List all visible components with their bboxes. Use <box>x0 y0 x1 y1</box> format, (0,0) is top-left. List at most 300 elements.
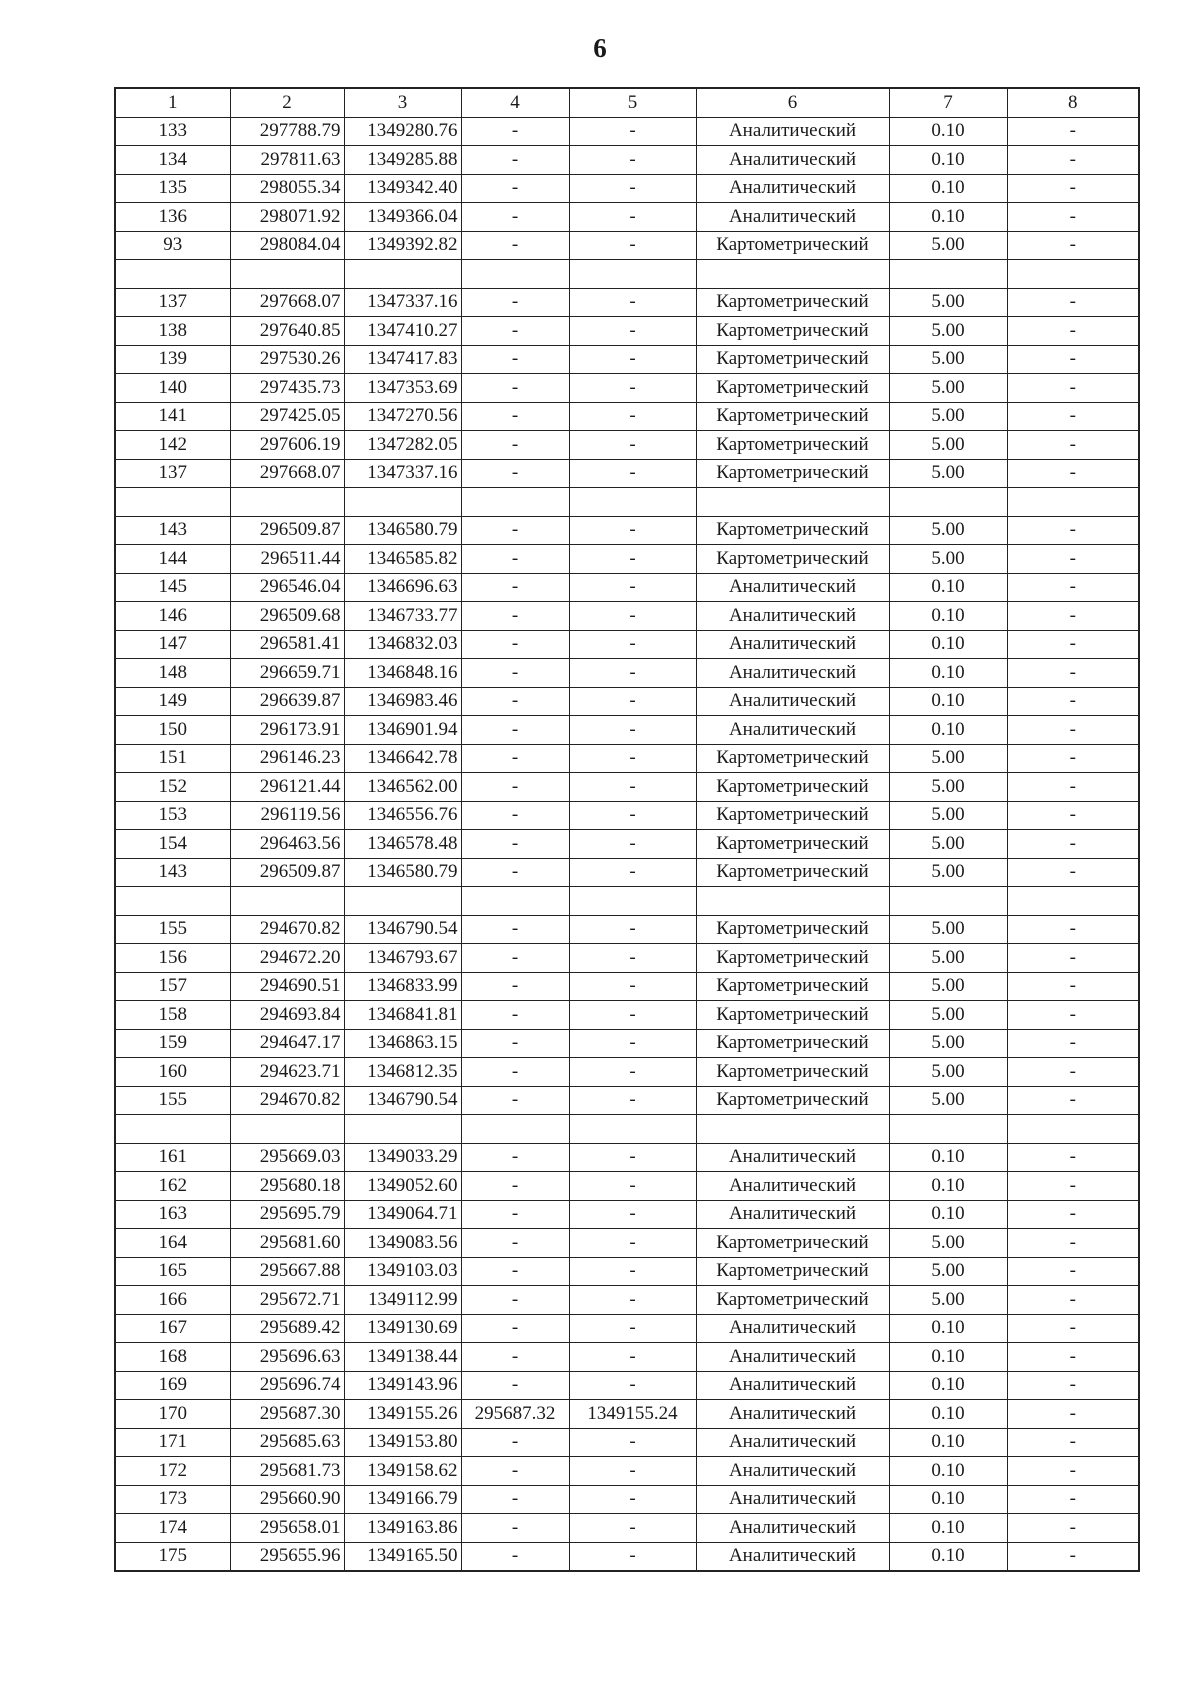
cell-y-coordinate: 1349285.88 <box>344 146 461 175</box>
column-header: 4 <box>461 88 569 117</box>
cell-x-coordinate: 296121.44 <box>230 773 344 802</box>
cell-x-coordinate-new: - <box>461 830 569 859</box>
cell-note <box>1007 260 1139 289</box>
blank-row <box>115 260 1139 289</box>
cell-x-coordinate: 295695.79 <box>230 1200 344 1229</box>
table-row <box>115 345 1139 374</box>
column-header: 6 <box>696 88 889 117</box>
cell-x-coordinate: 295655.96 <box>230 1542 344 1571</box>
cell-point-number: 167 <box>115 1314 230 1343</box>
cell-note: - <box>1007 1229 1139 1258</box>
cell-point-number: 137 <box>115 459 230 488</box>
cell-note: - <box>1007 1172 1139 1201</box>
cell-point-number: 166 <box>115 1286 230 1315</box>
cell-y-coordinate-new: - <box>569 345 696 374</box>
cell-point-number: 162 <box>115 1172 230 1201</box>
table-row <box>115 573 1139 602</box>
cell-method: Аналитический <box>696 1400 889 1429</box>
cell-note <box>1007 887 1139 916</box>
cell-x-coordinate-new: - <box>461 1200 569 1229</box>
cell-note: - <box>1007 1371 1139 1400</box>
blank-row <box>115 887 1139 916</box>
cell-x-coordinate-new: - <box>461 915 569 944</box>
cell-x-coordinate: 295680.18 <box>230 1172 344 1201</box>
cell-accuracy: 0.10 <box>889 1428 1007 1457</box>
cell-accuracy: 0.10 <box>889 1314 1007 1343</box>
cell-point-number: 155 <box>115 915 230 944</box>
table-row <box>115 915 1139 944</box>
cell-y-coordinate-new: - <box>569 630 696 659</box>
cell-x-coordinate-new: - <box>461 1257 569 1286</box>
cell-x-coordinate: 296119.56 <box>230 801 344 830</box>
table-row <box>115 203 1139 232</box>
cell-point-number: 154 <box>115 830 230 859</box>
cell-y-coordinate: 1346983.46 <box>344 687 461 716</box>
cell-method: Картометрический <box>696 288 889 317</box>
cell-method: Аналитический <box>696 1485 889 1514</box>
cell-point-number: 142 <box>115 431 230 460</box>
table-row <box>115 402 1139 431</box>
cell-x-coordinate-new: - <box>461 1514 569 1543</box>
table-row <box>115 1542 1139 1571</box>
cell-note: - <box>1007 203 1139 232</box>
cell-y-coordinate-new: - <box>569 830 696 859</box>
cell-method: Аналитический <box>696 146 889 175</box>
table-row <box>115 858 1139 887</box>
cell-y-coordinate: 1349342.40 <box>344 174 461 203</box>
table-row <box>115 1457 1139 1486</box>
cell-x-coordinate: 294693.84 <box>230 1001 344 1030</box>
cell-note <box>1007 1115 1139 1144</box>
cell-method: Картометрический <box>696 1286 889 1315</box>
cell-accuracy: 0.10 <box>889 203 1007 232</box>
table-row <box>115 687 1139 716</box>
cell-method: Картометрический <box>696 830 889 859</box>
cell-y-coordinate-new: - <box>569 1200 696 1229</box>
cell-y-coordinate <box>344 488 461 517</box>
cell-point-number: 146 <box>115 602 230 631</box>
cell-x-coordinate: 294670.82 <box>230 915 344 944</box>
cell-x-coordinate-new: - <box>461 1371 569 1400</box>
cell-note: - <box>1007 1001 1139 1030</box>
table-row <box>115 317 1139 346</box>
table-row <box>115 1029 1139 1058</box>
cell-y-coordinate-new: - <box>569 1428 696 1457</box>
table-row <box>115 830 1139 859</box>
cell-note: - <box>1007 1143 1139 1172</box>
cell-note: - <box>1007 317 1139 346</box>
cell-accuracy: 5.00 <box>889 744 1007 773</box>
cell-accuracy: 0.10 <box>889 687 1007 716</box>
cell-x-coordinate: 297530.26 <box>230 345 344 374</box>
cell-method: Аналитический <box>696 1143 889 1172</box>
cell-x-coordinate-new: - <box>461 773 569 802</box>
cell-y-coordinate-new: 1349155.24 <box>569 1400 696 1429</box>
cell-note: - <box>1007 830 1139 859</box>
cell-x-coordinate-new: - <box>461 545 569 574</box>
cell-note: - <box>1007 1542 1139 1571</box>
cell-y-coordinate-new: - <box>569 1485 696 1514</box>
cell-accuracy: 0.10 <box>889 716 1007 745</box>
cell-point-number: 144 <box>115 545 230 574</box>
cell-method: Картометрический <box>696 231 889 260</box>
cell-x-coordinate-new: - <box>461 117 569 146</box>
cell-accuracy <box>889 488 1007 517</box>
cell-accuracy: 0.10 <box>889 1400 1007 1429</box>
cell-x-coordinate-new: - <box>461 1143 569 1172</box>
cell-x-coordinate: 295669.03 <box>230 1143 344 1172</box>
cell-x-coordinate-new: - <box>461 858 569 887</box>
cell-y-coordinate-new: - <box>569 1029 696 1058</box>
cell-note: - <box>1007 1514 1139 1543</box>
cell-point-number: 153 <box>115 801 230 830</box>
column-header: 7 <box>889 88 1007 117</box>
cell-method <box>696 488 889 517</box>
cell-y-coordinate: 1346793.67 <box>344 944 461 973</box>
cell-y-coordinate: 1346841.81 <box>344 1001 461 1030</box>
cell-y-coordinate-new: - <box>569 1229 696 1258</box>
table-row <box>115 431 1139 460</box>
cell-y-coordinate-new: - <box>569 1542 696 1571</box>
cell-point-number: 157 <box>115 972 230 1001</box>
cell-x-coordinate: 297668.07 <box>230 459 344 488</box>
cell-point-number: 169 <box>115 1371 230 1400</box>
cell-note: - <box>1007 602 1139 631</box>
cell-method: Аналитический <box>696 602 889 631</box>
cell-accuracy: 5.00 <box>889 1286 1007 1315</box>
cell-note: - <box>1007 716 1139 745</box>
cell-x-coordinate: 294647.17 <box>230 1029 344 1058</box>
cell-method: Картометрический <box>696 317 889 346</box>
cell-x-coordinate: 294670.82 <box>230 1086 344 1115</box>
cell-note: - <box>1007 1200 1139 1229</box>
cell-point-number <box>115 1115 230 1144</box>
cell-y-coordinate-new: - <box>569 1257 696 1286</box>
cell-x-coordinate <box>230 887 344 916</box>
table-row <box>115 1314 1139 1343</box>
table-row <box>115 716 1139 745</box>
cell-y-coordinate: 1347337.16 <box>344 288 461 317</box>
cell-note: - <box>1007 146 1139 175</box>
cell-point-number: 160 <box>115 1058 230 1087</box>
cell-point-number: 138 <box>115 317 230 346</box>
cell-point-number: 143 <box>115 858 230 887</box>
cell-x-coordinate: 297811.63 <box>230 146 344 175</box>
cell-accuracy: 0.10 <box>889 174 1007 203</box>
cell-y-coordinate: 1347353.69 <box>344 374 461 403</box>
cell-method: Аналитический <box>696 117 889 146</box>
cell-y-coordinate: 1346848.16 <box>344 659 461 688</box>
cell-note: - <box>1007 1343 1139 1372</box>
cell-y-coordinate-new: - <box>569 1457 696 1486</box>
cell-note: - <box>1007 659 1139 688</box>
cell-method: Картометрический <box>696 1086 889 1115</box>
cell-note: - <box>1007 573 1139 602</box>
cell-accuracy: 5.00 <box>889 516 1007 545</box>
cell-note: - <box>1007 744 1139 773</box>
cell-y-coordinate-new: - <box>569 1371 696 1400</box>
cell-method: Картометрический <box>696 944 889 973</box>
cell-method: Картометрический <box>696 1029 889 1058</box>
cell-y-coordinate-new: - <box>569 174 696 203</box>
cell-x-coordinate: 297435.73 <box>230 374 344 403</box>
cell-y-coordinate: 1349112.99 <box>344 1286 461 1315</box>
cell-y-coordinate <box>344 260 461 289</box>
table-row <box>115 1172 1139 1201</box>
cell-x-coordinate: 294623.71 <box>230 1058 344 1087</box>
cell-y-coordinate: 1349392.82 <box>344 231 461 260</box>
table-row <box>115 288 1139 317</box>
cell-y-coordinate: 1349158.62 <box>344 1457 461 1486</box>
cell-y-coordinate: 1349033.29 <box>344 1143 461 1172</box>
cell-x-coordinate-new: - <box>461 374 569 403</box>
page-number: 6 <box>593 33 607 63</box>
cell-y-coordinate: 1347410.27 <box>344 317 461 346</box>
table-row <box>115 146 1139 175</box>
cell-y-coordinate: 1346790.54 <box>344 1086 461 1115</box>
cell-accuracy: 5.00 <box>889 944 1007 973</box>
cell-x-coordinate-new <box>461 260 569 289</box>
cell-x-coordinate: 296581.41 <box>230 630 344 659</box>
cell-note: - <box>1007 687 1139 716</box>
cell-note: - <box>1007 174 1139 203</box>
column-header: 2 <box>230 88 344 117</box>
cell-x-coordinate-new: - <box>461 345 569 374</box>
cell-accuracy: 5.00 <box>889 1229 1007 1258</box>
column-header: 3 <box>344 88 461 117</box>
cell-x-coordinate-new: - <box>461 288 569 317</box>
cell-y-coordinate-new: - <box>569 1172 696 1201</box>
cell-y-coordinate: 1349052.60 <box>344 1172 461 1201</box>
cell-x-coordinate-new: - <box>461 1029 569 1058</box>
cell-x-coordinate-new: - <box>461 459 569 488</box>
cell-y-coordinate-new: - <box>569 915 696 944</box>
cell-method: Картометрический <box>696 545 889 574</box>
cell-accuracy <box>889 1115 1007 1144</box>
cell-accuracy: 5.00 <box>889 1001 1007 1030</box>
cell-point-number: 170 <box>115 1400 230 1429</box>
cell-x-coordinate: 295658.01 <box>230 1514 344 1543</box>
cell-accuracy: 0.10 <box>889 146 1007 175</box>
cell-y-coordinate: 1346790.54 <box>344 915 461 944</box>
cell-x-coordinate: 296173.91 <box>230 716 344 745</box>
cell-y-coordinate-new: - <box>569 659 696 688</box>
cell-point-number: 174 <box>115 1514 230 1543</box>
cell-point-number: 171 <box>115 1428 230 1457</box>
cell-point-number: 172 <box>115 1457 230 1486</box>
cell-method <box>696 887 889 916</box>
table-row <box>115 1229 1139 1258</box>
cell-x-coordinate: 295681.73 <box>230 1457 344 1486</box>
cell-note: - <box>1007 773 1139 802</box>
cell-y-coordinate-new: - <box>569 1143 696 1172</box>
cell-note: - <box>1007 231 1139 260</box>
cell-y-coordinate-new: - <box>569 203 696 232</box>
table-body <box>115 117 1139 1571</box>
cell-point-number: 93 <box>115 231 230 260</box>
column-header: 1 <box>115 88 230 117</box>
cell-point-number <box>115 260 230 289</box>
cell-point-number: 141 <box>115 402 230 431</box>
cell-x-coordinate-new <box>461 887 569 916</box>
cell-accuracy: 0.10 <box>889 1485 1007 1514</box>
cell-y-coordinate: 1346642.78 <box>344 744 461 773</box>
cell-y-coordinate <box>344 887 461 916</box>
cell-note: - <box>1007 431 1139 460</box>
cell-y-coordinate-new: - <box>569 117 696 146</box>
cell-y-coordinate-new: - <box>569 402 696 431</box>
cell-x-coordinate: 295687.30 <box>230 1400 344 1429</box>
cell-x-coordinate-new: - <box>461 630 569 659</box>
cell-y-coordinate: 1349064.71 <box>344 1200 461 1229</box>
cell-method: Картометрический <box>696 1058 889 1087</box>
cell-x-coordinate: 296639.87 <box>230 687 344 716</box>
cell-method: Картометрический <box>696 459 889 488</box>
cell-accuracy: 5.00 <box>889 374 1007 403</box>
cell-x-coordinate: 296509.87 <box>230 516 344 545</box>
cell-x-coordinate-new: - <box>461 231 569 260</box>
cell-accuracy: 0.10 <box>889 1143 1007 1172</box>
cell-y-coordinate-new: - <box>569 1086 696 1115</box>
cell-note: - <box>1007 117 1139 146</box>
cell-accuracy: 5.00 <box>889 545 1007 574</box>
cell-y-coordinate: 1349083.56 <box>344 1229 461 1258</box>
table-row <box>115 1400 1139 1429</box>
cell-note: - <box>1007 402 1139 431</box>
cell-accuracy: 0.10 <box>889 573 1007 602</box>
cell-y-coordinate: 1346833.99 <box>344 972 461 1001</box>
table-row <box>115 1058 1139 1087</box>
cell-y-coordinate: 1349138.44 <box>344 1343 461 1372</box>
cell-x-coordinate-new: - <box>461 1001 569 1030</box>
cell-note: - <box>1007 345 1139 374</box>
cell-method: Аналитический <box>696 1314 889 1343</box>
cell-note: - <box>1007 801 1139 830</box>
cell-x-coordinate-new: - <box>461 1172 569 1201</box>
cell-y-coordinate-new: - <box>569 374 696 403</box>
cell-method: Картометрический <box>696 773 889 802</box>
cell-point-number: 168 <box>115 1343 230 1372</box>
cell-point-number: 150 <box>115 716 230 745</box>
header-row <box>115 88 1139 117</box>
cell-y-coordinate: 1346580.79 <box>344 858 461 887</box>
cell-x-coordinate-new: - <box>461 1314 569 1343</box>
cell-y-coordinate: 1346580.79 <box>344 516 461 545</box>
cell-x-coordinate-new: - <box>461 687 569 716</box>
cell-accuracy: 0.10 <box>889 1371 1007 1400</box>
cell-point-number: 159 <box>115 1029 230 1058</box>
cell-x-coordinate-new: - <box>461 1542 569 1571</box>
blank-row <box>115 1115 1139 1144</box>
cell-x-coordinate-new: - <box>461 1086 569 1115</box>
cell-x-coordinate: 296463.56 <box>230 830 344 859</box>
table-row <box>115 1143 1139 1172</box>
cell-accuracy: 5.00 <box>889 858 1007 887</box>
cell-x-coordinate <box>230 1115 344 1144</box>
cell-point-number: 152 <box>115 773 230 802</box>
cell-method: Картометрический <box>696 374 889 403</box>
cell-y-coordinate-new <box>569 260 696 289</box>
table-row <box>115 801 1139 830</box>
cell-y-coordinate-new: - <box>569 773 696 802</box>
cell-x-coordinate-new: - <box>461 1058 569 1087</box>
cell-x-coordinate-new: - <box>461 573 569 602</box>
cell-x-coordinate-new: - <box>461 402 569 431</box>
cell-y-coordinate: 1349165.50 <box>344 1542 461 1571</box>
cell-point-number: 136 <box>115 203 230 232</box>
cell-point-number: 158 <box>115 1001 230 1030</box>
cell-note: - <box>1007 545 1139 574</box>
cell-x-coordinate-new <box>461 1115 569 1144</box>
cell-x-coordinate-new: - <box>461 1485 569 1514</box>
cell-point-number: 133 <box>115 117 230 146</box>
cell-accuracy: 5.00 <box>889 459 1007 488</box>
cell-y-coordinate: 1346832.03 <box>344 630 461 659</box>
cell-x-coordinate-new: - <box>461 659 569 688</box>
cell-x-coordinate: 295667.88 <box>230 1257 344 1286</box>
cell-x-coordinate-new: - <box>461 174 569 203</box>
cell-note: - <box>1007 1029 1139 1058</box>
cell-y-coordinate-new: - <box>569 516 696 545</box>
cell-x-coordinate-new: 295687.32 <box>461 1400 569 1429</box>
cell-note: - <box>1007 1286 1139 1315</box>
cell-x-coordinate: 296546.04 <box>230 573 344 602</box>
cell-y-coordinate: 1346578.48 <box>344 830 461 859</box>
cell-y-coordinate: 1346812.35 <box>344 1058 461 1087</box>
cell-x-coordinate: 298084.04 <box>230 231 344 260</box>
cell-x-coordinate <box>230 488 344 517</box>
cell-y-coordinate: 1346863.15 <box>344 1029 461 1058</box>
cell-y-coordinate: 1349366.04 <box>344 203 461 232</box>
table-row <box>115 602 1139 631</box>
cell-method: Картометрический <box>696 858 889 887</box>
table-row <box>115 459 1139 488</box>
cell-y-coordinate: 1346733.77 <box>344 602 461 631</box>
cell-y-coordinate: 1346556.76 <box>344 801 461 830</box>
cell-x-coordinate: 297640.85 <box>230 317 344 346</box>
table-row <box>115 972 1139 1001</box>
cell-point-number: 148 <box>115 659 230 688</box>
cell-y-coordinate: 1349103.03 <box>344 1257 461 1286</box>
cell-y-coordinate-new: - <box>569 716 696 745</box>
cell-x-coordinate-new: - <box>461 744 569 773</box>
cell-point-number: 173 <box>115 1485 230 1514</box>
cell-y-coordinate: 1346562.00 <box>344 773 461 802</box>
cell-y-coordinate-new: - <box>569 1314 696 1343</box>
table-row <box>115 1343 1139 1372</box>
cell-accuracy: 5.00 <box>889 801 1007 830</box>
cell-method: Аналитический <box>696 1343 889 1372</box>
table-row <box>115 174 1139 203</box>
cell-note <box>1007 488 1139 517</box>
cell-x-coordinate-new: - <box>461 1343 569 1372</box>
cell-accuracy: 5.00 <box>889 1257 1007 1286</box>
cell-method: Аналитический <box>696 716 889 745</box>
cell-point-number: 156 <box>115 944 230 973</box>
table-row <box>115 630 1139 659</box>
cell-note: - <box>1007 1257 1139 1286</box>
cell-method: Аналитический <box>696 1542 889 1571</box>
cell-y-coordinate: 1349163.86 <box>344 1514 461 1543</box>
cell-y-coordinate: 1349143.96 <box>344 1371 461 1400</box>
cell-y-coordinate-new <box>569 488 696 517</box>
cell-note: - <box>1007 288 1139 317</box>
cell-method: Картометрический <box>696 1257 889 1286</box>
cell-accuracy: 5.00 <box>889 345 1007 374</box>
cell-method: Аналитический <box>696 203 889 232</box>
table-row <box>115 545 1139 574</box>
cell-note: - <box>1007 858 1139 887</box>
